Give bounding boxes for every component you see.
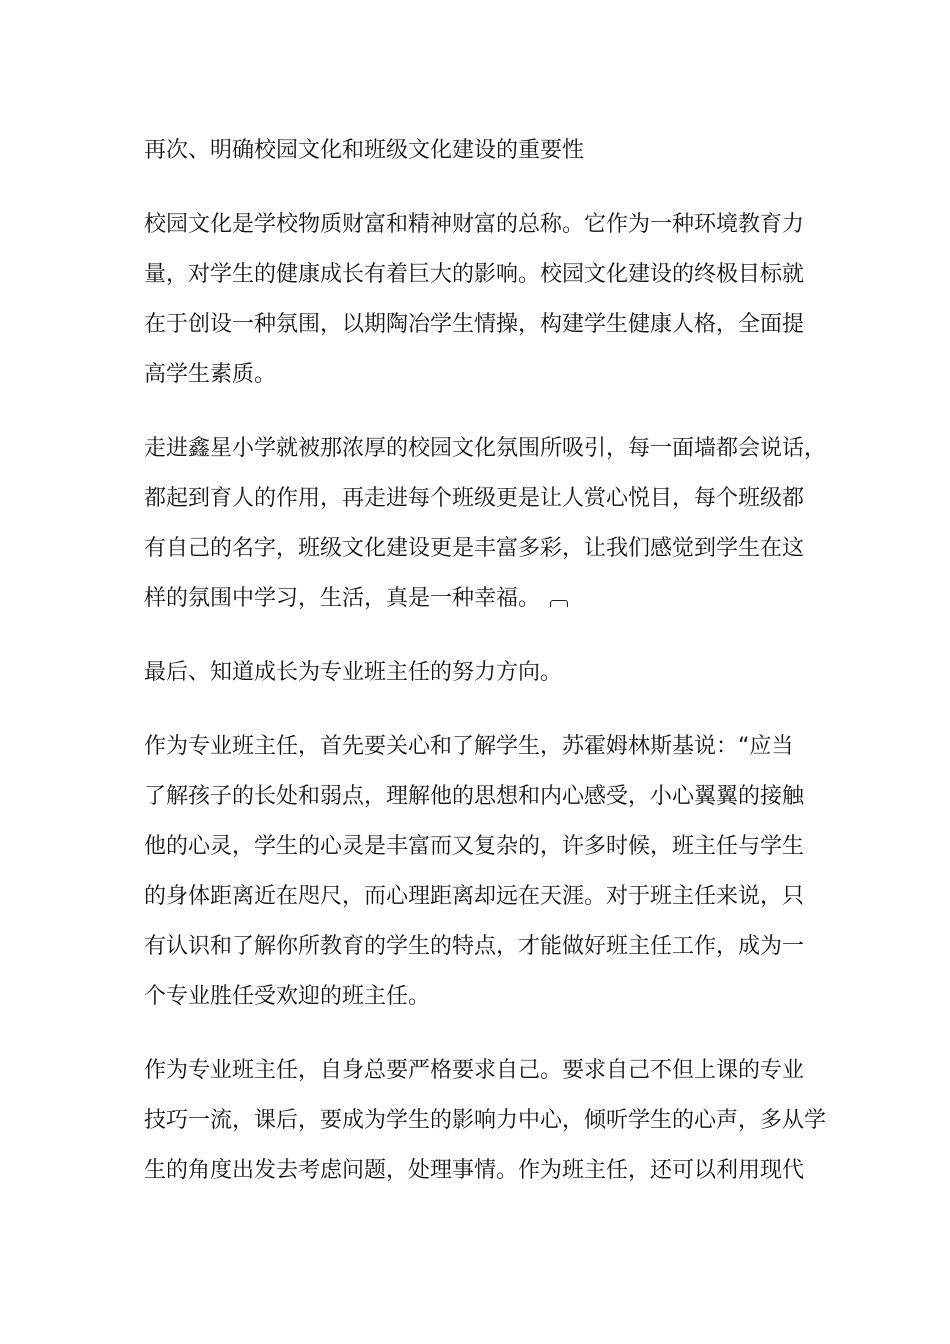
paragraph-campus-culture xyxy=(144,200,812,400)
text-line: 他的心灵，学生的心灵是丰富而又复杂的，许多时候，班主任与学生 xyxy=(144,834,805,859)
paragraph-self-discipline xyxy=(144,1046,827,1196)
text-line: 作为专业班主任，首先要关心和了解学生，苏霍姆林斯基说：“应当 xyxy=(144,734,794,759)
text-line: 量，对学生的健康成长有着巨大的影响。校园文化建设的终极目标就 xyxy=(144,262,805,287)
text-line: 在于创设一种氛围，以期陶冶学生情操，构建学生健康人格，全面提 xyxy=(144,312,805,337)
text-line: 的身体距离近在咫尺，而心理距离却远在天涯。对于班主任来说，只 xyxy=(144,884,805,909)
text-line: 生的角度出发去考虑问题，处理事情。作为班主任，还可以利用现代 xyxy=(144,1158,805,1183)
bracket-mark-icon xyxy=(550,600,568,607)
text-line: 再次、明确校园文化和班级文化建设的重要性 xyxy=(144,138,585,163)
text-line: 校园文化是学校物质财富和精神财富的总称。它作为一种环境教育力 xyxy=(144,212,805,237)
section-heading-1 xyxy=(144,126,812,176)
text-line: 样的氛围中学习，生活，真是一种幸福。 xyxy=(144,586,541,611)
paragraph-xinxing-school xyxy=(144,424,827,624)
text-line: 都起到育人的作用，再走进每个班级更是让人赏心悦目，每个班级都 xyxy=(144,486,805,511)
text-line: 最后、知道成长为专业班主任的努力方向。 xyxy=(144,660,563,685)
text-line-with-mark xyxy=(144,574,812,624)
text-line: 作为专业班主任，自身总要严格要求自己。要求自己不但上课的专业 xyxy=(144,1058,805,1083)
text-line: 技巧一流，课后，要成为学生的影响力中心，倾听学生的心声，多从学 xyxy=(144,1108,827,1133)
text-line: 有自己的名字，班级文化建设更是丰富多彩，让我们感觉到学生在这 xyxy=(144,536,805,561)
text-line: 高学生素质。 xyxy=(144,362,277,387)
text-line: 走进鑫星小学就被那浓厚的校园文化氛围所吸引，每一面墙都会说话， xyxy=(144,436,827,461)
paragraph-understand-students xyxy=(144,722,812,1022)
text-line: 了解孩子的长处和弱点，理解他的思想和内心感受，小心翼翼的接触 xyxy=(144,784,805,809)
section-heading-2 xyxy=(144,648,812,698)
text-line: 有认识和了解你所教育的学生的特点，才能做好班主任工作，成为一 xyxy=(144,934,805,959)
text-line: 个专业胜任受欢迎的班主任。 xyxy=(144,984,431,1009)
document-body xyxy=(144,126,827,1220)
